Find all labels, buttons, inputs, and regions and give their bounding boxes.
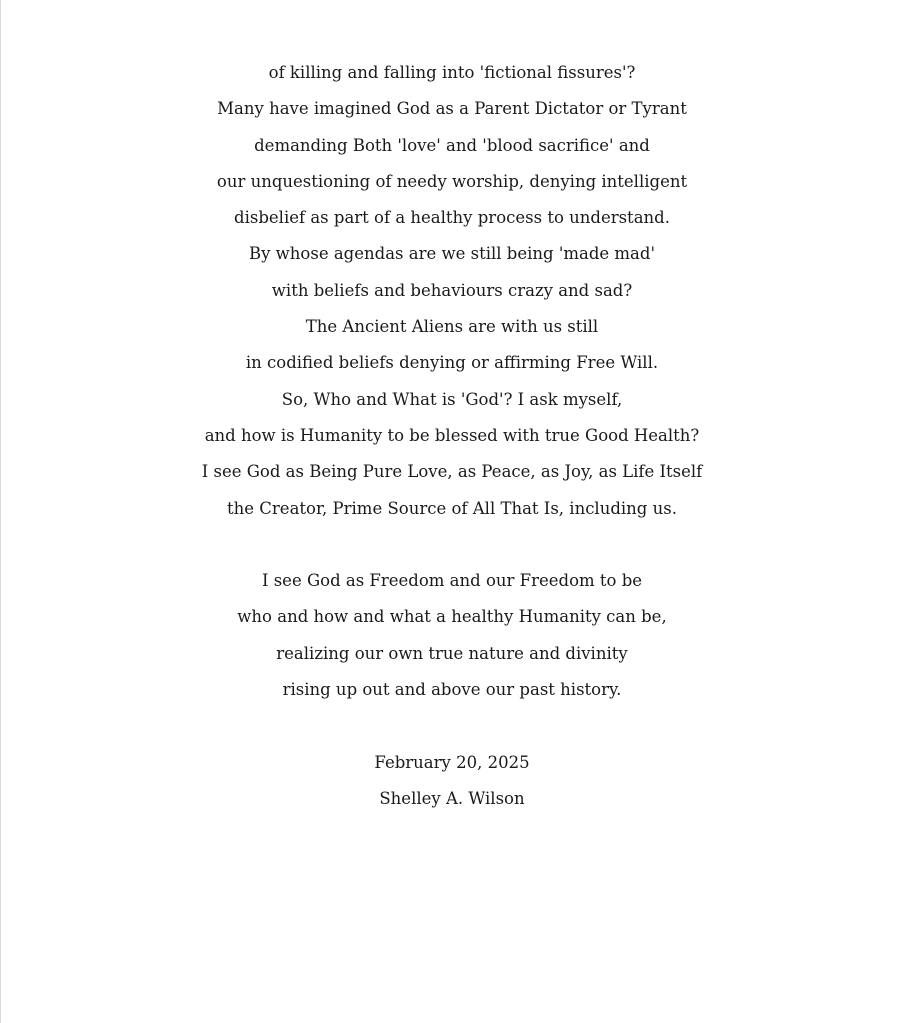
poem-line: of killing and falling into 'fictional fissures'? <box>268 63 636 82</box>
poem-line: The Ancient Aliens are with us still <box>305 317 599 337</box>
poem-line: with beliefs and behaviours crazy and sad? <box>271 280 633 300</box>
poem-line: disbelief as part of a healthy process to understand. <box>234 208 670 228</box>
poem-line: in codified beliefs denying or affirming Free Will. <box>245 353 659 373</box>
poem-line: the Creator, Prime Source of All That Is, including us. <box>227 498 677 518</box>
poem-line: our unquestioning of needy worship, denying intelligent <box>216 171 688 191</box>
poem-line: I see God as Freedom and our Freedom to be <box>261 571 643 591</box>
stanza-break <box>1 527 902 563</box>
poem-line: rising up out and above our past history. <box>282 680 622 700</box>
poem-line: realizing our own true nature and divinity <box>276 643 628 663</box>
stanza-1 <box>1 55 902 527</box>
poem-line: demanding Both 'love' and 'blood sacrifice' and <box>254 135 650 155</box>
poem-line: I see God as Being Pure Love, as Peace, as Joy, as Life Itself <box>201 462 703 482</box>
poem-line: Many have imagined God as a Parent Dictator or Tyrant <box>217 99 687 119</box>
poem-line: and how is Humanity to be blessed with true Good Health? <box>204 425 700 445</box>
signature-block <box>1 745 902 818</box>
poem-date: February 20, 2025 <box>374 752 530 772</box>
stanza-break <box>1 708 902 744</box>
poem-line: So, Who and What is 'God'? I ask myself, <box>281 389 623 409</box>
poem-line: who and how and what a healthy Humanity can be, <box>237 607 667 627</box>
poem-author: Shelley A. Wilson <box>379 788 525 808</box>
poem-line: By whose agendas are we still being 'made mad' <box>248 244 655 264</box>
poem-body <box>1 55 902 817</box>
stanza-2 <box>1 563 902 708</box>
